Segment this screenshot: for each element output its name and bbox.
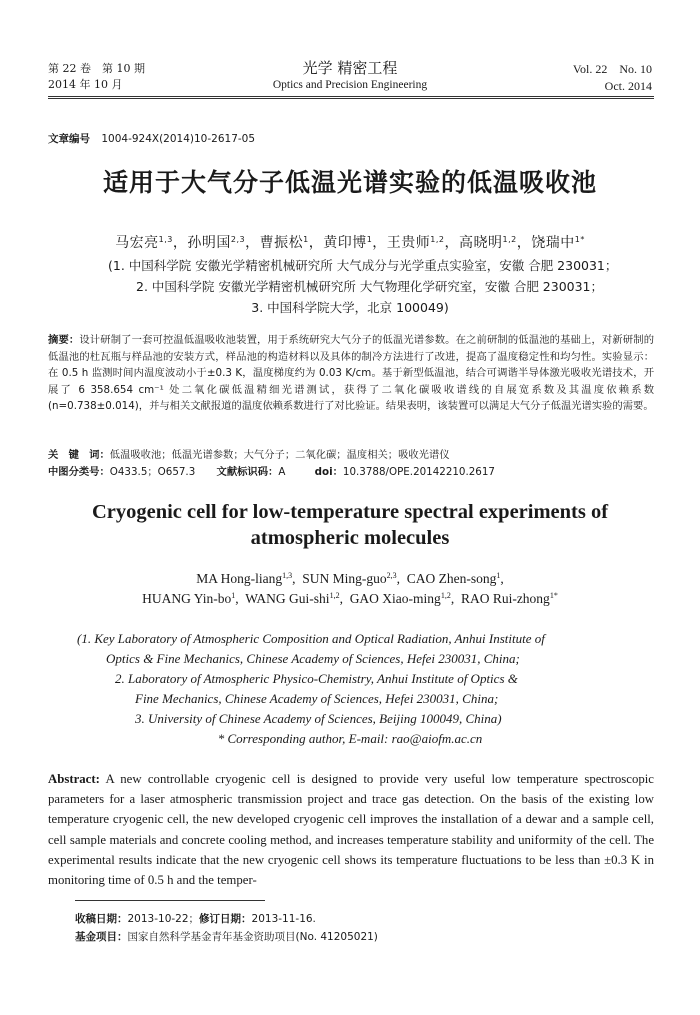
abstract-cn-label: 摘要： [48,334,80,346]
received-label: 收稿日期： [75,913,128,925]
received-value: 2013-10-22； [127,913,200,925]
header-date-cn: 2014 年 10 月 [48,78,123,91]
title-en-line2: atmospheric molecules [250,527,450,549]
footnote-rule [75,900,265,901]
header-journal-en: Optics and Precision Engineering [272,79,428,91]
footnote-dates [75,911,316,928]
authors-en-line2: HUANG Yin-$bo^1$, WANG Gui-shi$^{1,2}$, GAO Xiao-ming$^{1,2}$, RAO Rui-zhong$^{1*}$ [142,591,558,606]
abstract-en [48,769,654,890]
header-journal-cn: 光学 精密工程 [302,59,398,77]
abstract-cn-text: 设计研制了一套可控温低温吸收池装置，用于系统研究大气分子的低温光谱参数。在之前研制的低温池的基础上，对新研制的低温池的杜瓦瓶与样品池的安装方式，样品池的构造材料以及具体的制冷方法进行了改进，提高了温度稳定性和均匀性。实验显示：在 0.5 h 监测时间内温度波动小于±0.3 K，温度梯度约为 0.03 K/cm。基于新型低温池，结合可调谐半导体激光吸收光谱技术，开展了 6 358.654 cm⁻¹ 处二氧化碳低温精细光谱测试，获得了二氧化碳吸收谱线的自展宽系数及其温度依赖系数(n=0.738±0.014)，并与相关文献报道的温度依赖系数进行了对比验证。结果表明，该装置可以满足大气分子低温光谱实验的需要。 [48,334,655,412]
revised-value: 2013-11-16. [251,913,316,925]
affiliation-en-3: 3. University of Chinese Academy of Sciences, Beijing 100049, China) [135,711,502,726]
author-cn: 黄印博$^1$ [323,235,373,251]
header-rule-bottom [48,98,654,99]
author-en: WANG Gui-shi$^{1,2}$ [245,591,340,606]
authors-en-line1: MA Hong-liang$^{1,3}$, SUN Ming-guo$^{2,3}$, CAO Zhen-song$^1$, [196,571,504,586]
doc-code-label: 文献标识码： [216,466,279,478]
title-cn: 适用于大气分子低温光谱实验的低温吸收池 [102,168,597,197]
abstract-en-text: A new controllable cryogenic cell is designed to provide very useful low temperature spectroscopic parameters for a laser atmospheric transmission project and trace gas detection. On the basis of the existing low temperature cryogenic cell, the new developed cryogenic cell improves the installation of a dewar and a sample cell, cell sample materials and concrete cooling method, and increases temperature stability and uniformity of the cell. The experimental results indicate that the new cryogenic cell shows its temperature fluctuations to be less than ±0.3 K in monitoring time of 0.5 h and the temper- [48,772,654,888]
fund-label: 基金项目： [75,931,128,943]
doc-code-value: A [278,466,286,478]
author-en: SUN Ming-guo$^{2,3}$ [302,571,397,586]
affiliation-cn-2: 2. 中国科学院 安徽光学精密机械研究所 大气物理化学研究室，安徽 合肥 230031； [136,279,604,294]
affiliation-cn-3: 3. 中国科学院大学，北京 100049) [251,300,449,315]
author-en: HUANG Yin-$bo^1$ [142,591,236,606]
author-cn: 饶瑞中$^{1*}$ [531,235,585,251]
doi-value: 10.3788/OPE.20142210.2617 [342,466,495,478]
header-volume-cn: 第 22 卷 第 10 期 [48,62,145,75]
article-number [48,131,255,146]
affiliation-en-2b: Fine Mechanics, Chinese Academy of Sciences, Hefei 230031, China; [135,691,499,706]
article-number-label: 文章编号 [48,133,90,145]
author-cn: 王贵师$^{1,2}$ [386,235,445,251]
author-en: CAO Zhen-song$^1$ [406,571,501,586]
header-volume-en: Vol. 22 No. 10 [572,62,652,76]
revised-label: 修订日期： [199,913,252,925]
title-en-line1: Cryogenic cell for low-temperature spectral experiments of [91,501,609,523]
abstract-cn [48,332,654,415]
header-date-en: Oct. 2014 [604,79,652,93]
classification-line [48,464,654,481]
header-rule-top [48,96,654,97]
clc-value: O433.5；O657.3 [109,466,196,478]
keywords-cn-text: 低温吸收池；低温光谱参数；大气分子；二氧化碳；温度相关；吸收光谱仪 [109,449,450,461]
affiliation-en-2: 2. Laboratory of Atmospheric Physico-Chemistry, Anhui Institute of Optics & [115,671,518,686]
affiliation-en-1: (1. Key Laboratory of Atmospheric Composition and Optical Radiation, Anhui Institute of [77,631,545,646]
author-en: GAO Xiao-ming$^{1,2}$ [349,591,451,606]
author-cn: 曹振松$^1$ [259,235,309,251]
clc-label: 中图分类号： [48,466,110,478]
doi-label: doi： [314,466,343,478]
affiliation-en-1b: Optics & Fine Mechanics, Chinese Academy of Sciences, Hefei 230031, China; [106,651,520,666]
author-en: MA Hong-liang$^{1,3}$ [196,571,293,586]
fund-value: 国家自然科学基金青年基金资助项目(No. 41205021) [127,931,378,943]
article-number-value: 1004-924X(2014)10-2617-05 [101,133,256,145]
author-cn: 马宏亮$^{1,3}$ [115,235,173,251]
affiliation-cn-1: (1. 中国科学院 安徽光学精密机械研究所 大气成分与光学重点实验室，安徽 合肥 230031； [108,258,618,273]
authors-cn: 马宏亮$^{1,3}$，孙明国$^{2,3}$，曹振松$^1$，黄印博$^1$，王贵师$^{1,2}$，高晓明$^{1,2}$，饶瑞中$^{1*}$ [115,235,585,251]
author-en: RAO Rui-zhong$^{1*}$ [460,591,558,606]
author-cn: 高晓明$^{1,2}$ [459,235,517,251]
keywords-cn-label: 关 键 词： [48,449,110,461]
keywords-cn [48,447,654,464]
corresponding-author: * Corresponding author, E-mail: rao@aiofm.ac.cn [217,731,483,746]
author-cn: 孙明国$^{2,3}$ [187,235,246,251]
abstract-en-label: Abstract: [48,772,100,786]
footnote-fund [75,929,378,946]
